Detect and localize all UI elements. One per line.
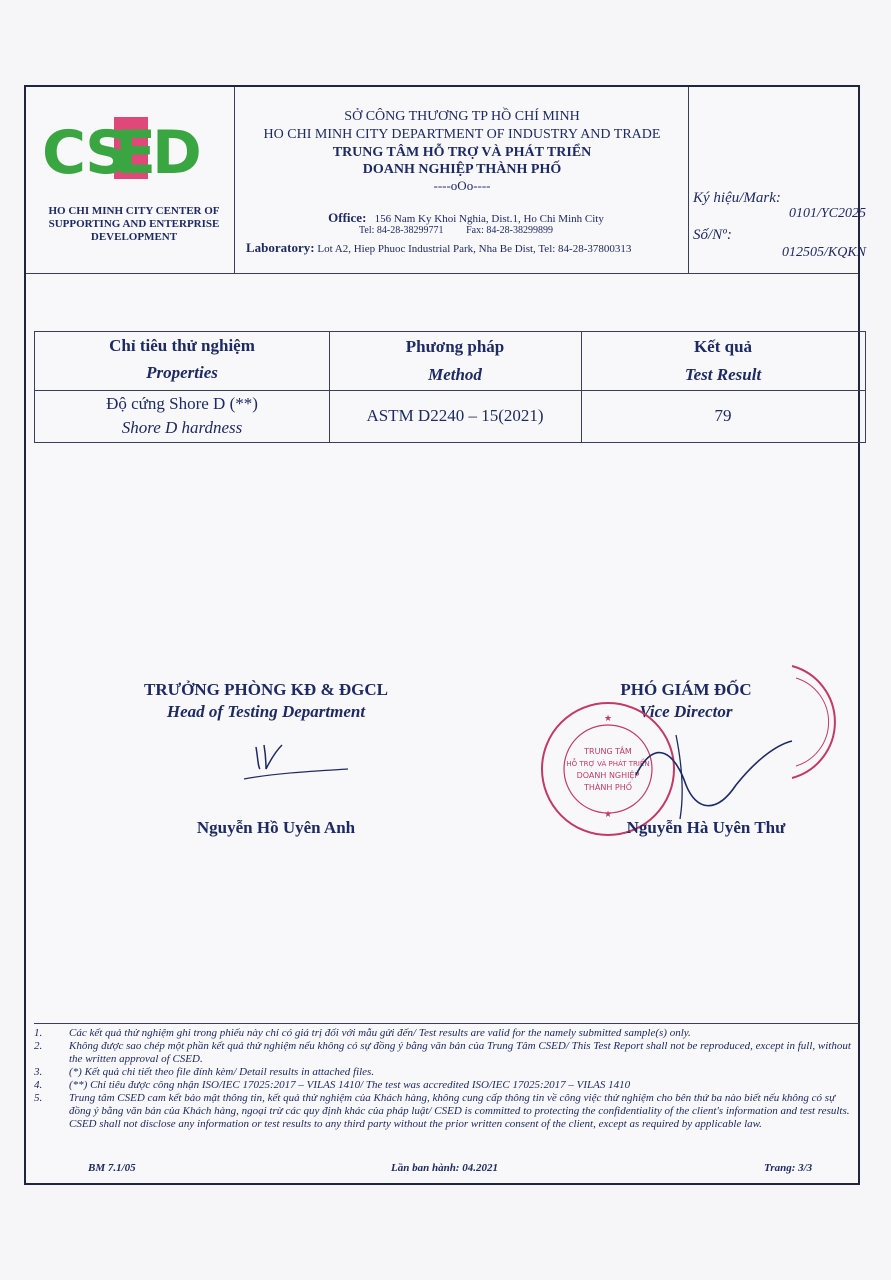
office-fax: Fax: 84-28-38299899 xyxy=(466,225,554,236)
header-line-1: SỞ CÔNG THƯƠNG TP HỒ CHÍ MINH xyxy=(344,109,580,124)
form-code: BM 7.1/05 xyxy=(88,1162,136,1174)
right-signer-name: Nguyễn Hà Uyên Thư xyxy=(626,818,786,837)
mark-label: Ký hiệu/Mark: xyxy=(693,190,781,206)
note-text: (**) Chỉ tiêu được công nhận ISO/IEC 17025:2017 – VILAS 1410/ The test was accredited ISO/IEC 17025:2017 – VILAS 1410 xyxy=(69,1079,631,1091)
header-divider-right xyxy=(688,87,689,273)
note-item xyxy=(34,1066,859,1079)
cell-method: ASTM D2240 – 15(2021) xyxy=(366,406,544,425)
right-signer-title: PHÓ GIÁM ĐỐC xyxy=(620,680,752,699)
page-number: Trang: 3/3 xyxy=(764,1162,813,1174)
header-bottom-rule xyxy=(26,273,858,274)
number-value: 012505/KQKN xyxy=(781,245,866,260)
left-signer-title: TRƯỞNG PHÒNG KĐ & ĐGCL xyxy=(144,680,388,699)
cell-property-en: Shore D hardness xyxy=(121,418,243,437)
lab-label: Laboratory: xyxy=(246,240,315,255)
stamp-center-line-2: HỖ TRỢ VÀ PHÁT TRIỂN xyxy=(566,760,650,768)
lab-address: Lot A2, Hiep Phuoc Industrial Park, Nha Be Dist, Tel: 84-28-37800313 xyxy=(317,243,632,255)
stamp-center-line-4: THÀNH PHỐ xyxy=(583,783,633,792)
svg-text:E: E xyxy=(115,118,156,185)
stamp-center-line-3: DOANH NGHIỆP xyxy=(576,771,640,780)
note-number: 5. xyxy=(34,1092,43,1104)
mark-value: 0101/YC2025 xyxy=(788,206,866,221)
office-line xyxy=(246,210,686,226)
results-table xyxy=(34,331,866,443)
note-number: 1. xyxy=(34,1027,43,1039)
note-item xyxy=(34,1040,859,1066)
header-line-2: HO CHI MINH CITY DEPARTMENT OF INDUSTRY AND TRADE xyxy=(263,127,661,142)
col-header-result-en: Test Result xyxy=(684,365,762,384)
note-item xyxy=(34,1027,859,1040)
stamp-ring-text xyxy=(546,827,547,828)
svg-text:D: D xyxy=(152,118,202,185)
note-number: 2. xyxy=(34,1040,43,1052)
notes-top-rule xyxy=(34,1023,859,1024)
col-header-result-vi: Kết quả xyxy=(693,337,753,356)
svg-text:★: ★ xyxy=(603,810,613,820)
svg-text:★: ★ xyxy=(603,714,613,724)
csed-logo xyxy=(42,115,212,185)
note-text: (*) Kết quả chi tiết theo file đính kèm/ Detail results in attached files. xyxy=(69,1066,375,1078)
org-name: HO CHI MINH CITY CENTER OF SUPPORTING AND ENTERPRISE DEVELOPMENT xyxy=(48,205,220,243)
note-text: Các kết quả thử nghiệm ghi trong phiếu này chỉ có giá trị đối với mẫu gửi đến/ Test results are valid for the namely submitted sample(s) only. xyxy=(69,1027,691,1039)
right-signature xyxy=(616,715,796,825)
right-signer-subtitle: Vice Director xyxy=(639,702,733,721)
office-contact xyxy=(256,225,656,236)
left-signature xyxy=(236,737,356,787)
cell-result: 79 xyxy=(714,406,732,425)
header-ornament: ----oOo---- xyxy=(433,178,491,193)
left-signer-name: Nguyễn Hồ Uyên Anh xyxy=(196,818,356,837)
note-item xyxy=(34,1079,859,1092)
table-header-rule xyxy=(35,390,865,391)
header-divider-left xyxy=(234,87,235,273)
note-number: 3. xyxy=(34,1066,43,1078)
col-header-method-vi: Phương pháp xyxy=(405,337,505,356)
svg-text:CS: CS xyxy=(42,118,127,185)
note-text: Không được sao chép một phần kết quả thử nghiệm nếu không có sự đồng ý bằng văn bản của Trung Tâm CSED/ This Test Report shall not be reproduced, except in full, without the written approval of CSED. xyxy=(69,1040,851,1065)
number-label: Số/Nº: xyxy=(693,227,732,243)
header-line-4: DOANH NGHIỆP THÀNH PHỐ xyxy=(362,162,562,177)
office-label: Office: xyxy=(328,210,367,225)
note-text: Trung tâm CSED cam kết bảo mật thông tin, kết quả thử nghiệm của Khách hàng, không cung cấp thông tin về công việc thử nghiệm cho bên thứ ba nào biết nếu không có sự đồng ý bằng văn bản của Khách hàng, ngoại trừ các quy định khác của pháp luật/ CSED is committed to protecting the confidentiality of the client's information and test results. CSED shall not disclose any information or test results to any third party without the prior written consent of the client, except as required by applicable law. xyxy=(69,1092,850,1130)
notes-section xyxy=(34,1027,859,1131)
cell-property-vi: Độ cứng Shore D (**) xyxy=(106,394,258,413)
report-page xyxy=(24,85,866,1185)
col-header-property-en: Properties xyxy=(146,363,218,382)
col-header-method-en: Method xyxy=(428,365,482,384)
left-signer-subtitle: Head of Testing Department xyxy=(166,702,366,721)
issue-date: Lần ban hành: 04.2021 xyxy=(391,1162,498,1174)
header-line-3: TRUNG TÂM HỖ TRỢ VÀ PHÁT TRIỂN xyxy=(332,145,592,160)
note-number: 4. xyxy=(34,1079,43,1091)
office-tel: Tel: 84-28-38299771 xyxy=(358,225,444,236)
lab-line xyxy=(246,240,686,256)
note-item xyxy=(34,1092,859,1131)
col-header-property-vi: Chỉ tiêu thử nghiệm xyxy=(109,336,255,355)
stamp-center-line-1: TRUNG TÂM xyxy=(584,747,632,756)
office-address: 156 Nam Ky Khoi Nghia, Dist.1, Ho Chi Minh City xyxy=(374,213,604,225)
